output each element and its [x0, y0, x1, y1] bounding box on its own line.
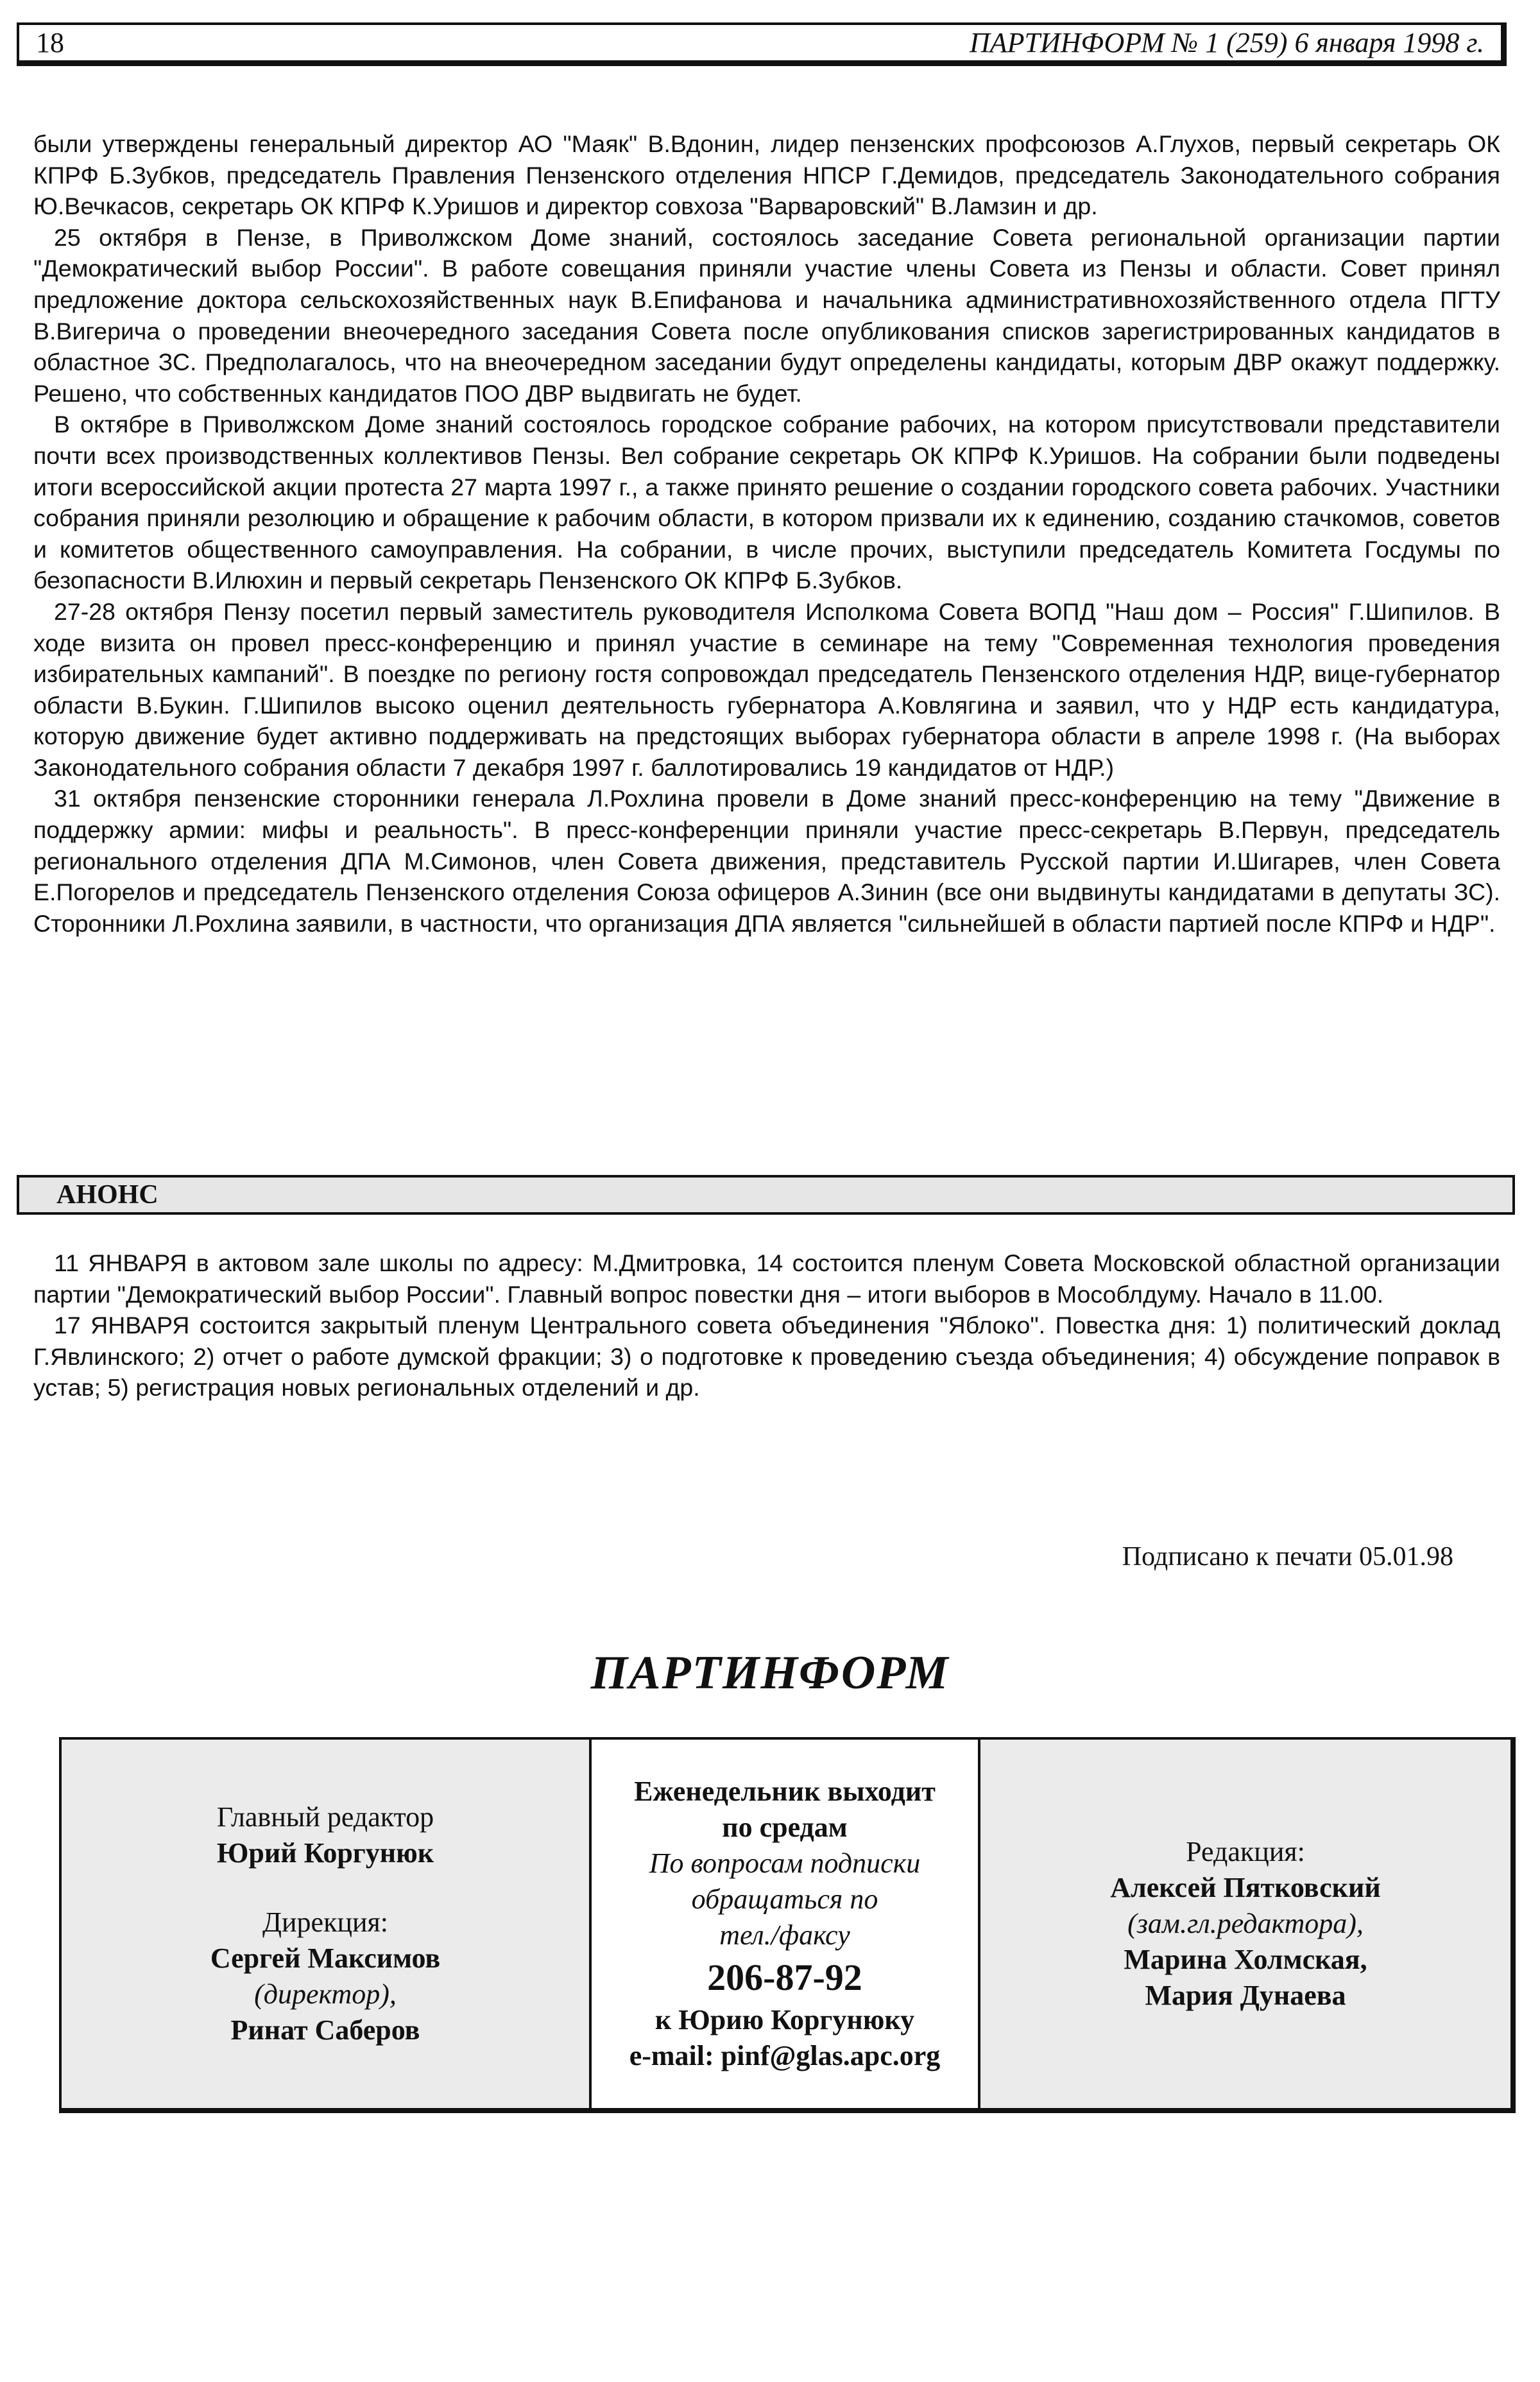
editor-name: Юрий Коргунюк: [216, 1837, 434, 1869]
imprint-right-column: [980, 1740, 1510, 2108]
anons-body: [33, 1247, 1500, 1403]
subscription-line: обращаться по: [691, 1883, 878, 1915]
imprint-middle-column: [589, 1740, 980, 2108]
editorial-role: (зам.гл.редактора),: [1127, 1908, 1364, 1939]
masthead-title: ПАРТИНФОРМ: [590, 1647, 950, 1699]
article-paragraph: были утверждены генеральный директор АО "Маяк" В.Вдонин, лидер пензенских профсоюзов А.Глухов, первый секретарь ОК КПРФ Б.Зубков, председатель Правления Пензенского отделения НПСР Г.Демидов, председатель Законодательного собрания Ю.Вечкасов, секретарь ОК КПРФ К.Уришов и директор совхоза "Варваровский" В.Ламзин и др.: [33, 130, 1500, 220]
editor-label: Главный редактор: [216, 1801, 434, 1833]
director-role: (директор),: [254, 1978, 397, 2010]
editorial-name: Алексей Пятковский: [1110, 1872, 1381, 1903]
article-paragraph: 31 октября пензенские сторонники генерала Л.Рохлина провели в Доме знаний пресс-конференцию на тему "Движение в поддержку армии: мифы и реальность". В пресс-конференции приняли участие пресс-секретарь В.Первун, председатель регионального отделения ДПА М.Симонов, член Совета движения, представитель Русской партии И.Шигарев, член Совета Е.Погорелов и председатель Пензенского отделения Союза офицеров А.Зинин (все они выдвинуты кандидатами в депутаты ЗС). Сторонники Л.Рохлина заявили, в частности, что организация ДПА является "сильнейшей в области партией после КПРФ и НДР".: [33, 785, 1500, 937]
article-paragraph: 27-28 октября Пензу посетил первый заместитель руководителя Исполкома Совета ВОПД "Наш дом – Россия" Г.Шипилов. В ходе визита он провел пресс-конференцию и принял участие в семинаре на тему "Современная технология проведения избирательных кампаний". В поездке по региону гостя сопровождал председатель Пензенского отделения НДР, вице-губернатор области В.Букин. Г.Шипилов высоко оценил деятельность губернатора А.Ковлягина и заявил, что у НДР есть кандидатура, которую движение будет активно поддерживать на предстоящих выборах губернатора области в апреле 1998 г. (На выборах Законодательного собрания области 7 декабря 1997 г. баллотировались 19 кандидатов от НДР.): [33, 597, 1500, 781]
imprint-box: [59, 1737, 1516, 2113]
article-body: [33, 128, 1500, 939]
article-paragraph: В октябре в Приволжском Доме знаний состоялось городское собрание рабочих, на котором присутствовали представители почти всех производственных коллективов Пензы. Вел собрание секретарь ОК КПРФ К.Уришов. На собрании были подведены итоги всероссийской акции протеста 27 марта 1997 г., а также принято решение о создании городского совета рабочих. Участники собрания приняли резолюцию и обращение к рабочим области, в котором призвали их к единению, созданию стачкомов, советов и комитетов общественного самоуправления. На собрании, в числе прочих, выступили председатель Комитета Госдумы по безопасности В.Илюхин и первый секретарь Пензенского ОК КПРФ Б.Зубков.: [33, 411, 1500, 594]
weekly-line: по средам: [722, 1812, 848, 1843]
email-address: e-mail: pinf@glas.apc.org: [629, 2040, 941, 2071]
signed-to-print: Подписано к печати 05.01.98: [1122, 1542, 1453, 1572]
weekly-line: Еженедельник выходит: [634, 1776, 936, 1807]
editorial-name: Марина Холмская,: [1124, 1944, 1367, 1975]
issue-title: ПАРТИНФОРМ № 1 (259) 6 января 1998 г.: [969, 27, 1484, 58]
editorial-label: Редакция:: [1186, 1836, 1305, 1867]
page-header: [17, 22, 1507, 66]
anons-heading-text: АНОНС: [56, 1180, 158, 1210]
anons-paragraph: 17 ЯНВАРЯ состоится закрытый пленум Центрального совета объединения "Яблоко". Повестка дня: 1) политический доклад Г.Явлинского; 2) отчет о работе думской фракции; 3) о подготовке к проведению съезда объединения; 4) обсуждение поправок в устав; 5) регистрация новых региональных отделений и др.: [33, 1312, 1500, 1401]
director-name: Сергей Максимов: [210, 1942, 441, 1974]
subscription-line: По вопросам подписки: [649, 1847, 921, 1879]
page-number: 18: [36, 27, 64, 58]
imprint-left-column: [62, 1740, 589, 2108]
directorate-label: Дирекция:: [262, 1906, 389, 1938]
subscription-line: тел./факсу: [719, 1919, 850, 1951]
article-paragraph: 25 октября в Пензе, в Приволжском Доме знаний, состоялось заседание Совета региональной организации партии "Демократический выбор России". В работе совещания приняли участие члены Совета из Пензы и области. Совет принял предложение доктора сельскохозяйственных наук В.Епифанова и начальника административнохозяйственного отдела ПГТУ В.Вигерича о проведении внеочередного заседания Совета после опубликования списков зарегистрированных кандидатов в областное ЗС. Предполагалось, что на внеочередном заседании будут определены кандидаты, которым ДВР окажут поддержку. Решено, что собственных кандидатов ПОО ДВР выдвигать не будет.: [33, 223, 1500, 407]
anons-heading: [17, 1175, 1515, 1215]
phone-number: 206-87-92: [707, 1957, 862, 1998]
anons-paragraph: 11 ЯНВАРЯ в актовом зале школы по адресу: М.Дмитровка, 14 состоится пленум Совета Московской областной организации партии "Демократический выбор России". Главный вопрос повестки дня – итоги выборов в Мособлдуму. Начало в 11.00.: [33, 1249, 1500, 1308]
second-director-name: Ринат Саберов: [230, 2014, 420, 2046]
contact-person: к Юрию Коргунюку: [654, 2004, 915, 2035]
editorial-name: Мария Дунаева: [1145, 1980, 1346, 2011]
